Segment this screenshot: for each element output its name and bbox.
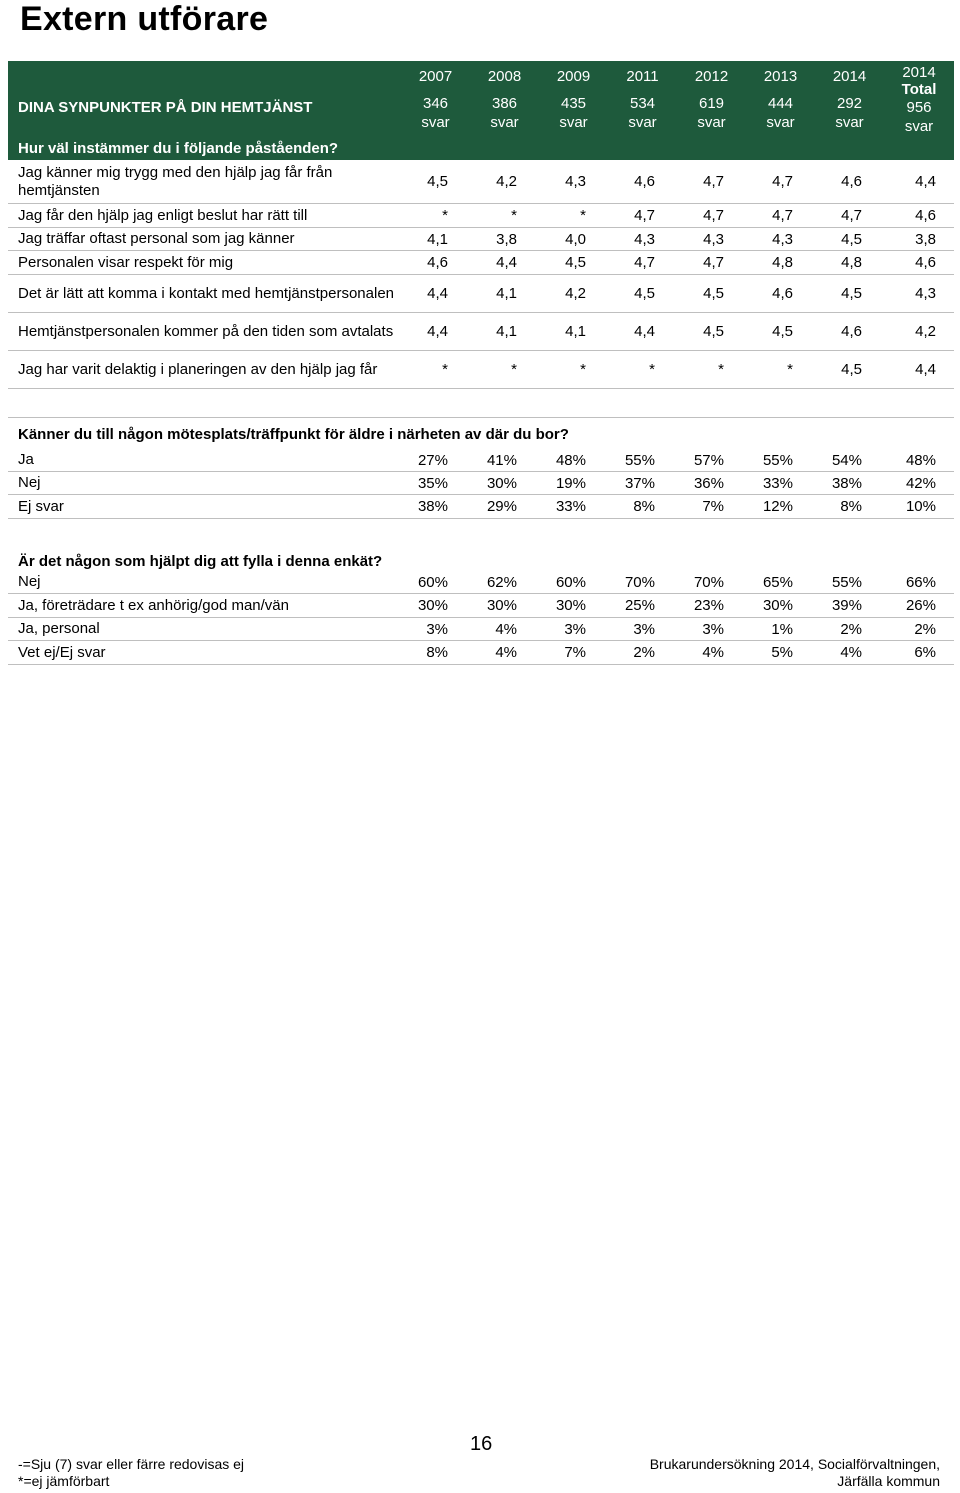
table-cell: 4,5 <box>634 285 655 302</box>
table-cell: 4,4 <box>915 361 936 378</box>
table-cell: 4,2 <box>496 173 517 190</box>
table-cell: 4% <box>495 620 517 638</box>
table-cell: 30% <box>486 474 517 492</box>
table-cell: 60% <box>555 573 586 591</box>
table-cell: 8% <box>633 498 655 515</box>
table-cell: 3,8 <box>496 230 517 248</box>
table-cell: 4,5 <box>772 323 793 340</box>
table-row <box>8 472 954 495</box>
table-cell: 4% <box>702 644 724 661</box>
table-cell: 48% <box>555 451 586 469</box>
table-cell: 4,5 <box>841 361 862 378</box>
table-row <box>8 594 954 618</box>
table-cell: 4,4 <box>634 323 655 340</box>
table-cell: 2% <box>633 644 655 661</box>
page-number: 16 <box>470 1433 493 1455</box>
table-cell: 3% <box>702 620 724 638</box>
table-cell: 2% <box>840 620 862 638</box>
table-cell: 30% <box>762 597 793 614</box>
column-header: 2013 444 svar <box>763 68 798 131</box>
table-row <box>8 275 954 313</box>
table-cell: 33% <box>555 498 586 515</box>
section-label: DINA SYNPUNKTER PÅ DIN HEMTJÄNST <box>18 98 313 116</box>
table-cell: 4,5 <box>703 285 724 302</box>
table-cell: 4,6 <box>634 173 655 190</box>
table-cell: 4,3 <box>565 173 586 190</box>
table-cell: 3% <box>633 620 655 638</box>
table-cell: 4,4 <box>496 254 517 271</box>
table-cell: 35% <box>417 474 448 492</box>
table-cell: * <box>580 207 586 224</box>
table-cell: 4,7 <box>703 173 724 190</box>
table-cell: 38% <box>417 498 448 515</box>
page-title: Extern utförare <box>20 0 269 38</box>
table-cell: 3% <box>564 620 586 638</box>
spacer <box>8 389 954 418</box>
table-cell: 65% <box>762 573 793 591</box>
table-cell: 25% <box>624 597 655 614</box>
table-cell: 4,5 <box>565 254 586 271</box>
table-cell: 39% <box>831 597 862 614</box>
table-cell: 4,7 <box>772 173 793 190</box>
column-header: 2009 435 svar <box>556 68 591 131</box>
row-label: Ja, personal <box>18 620 100 637</box>
table-cell: 4% <box>840 644 862 661</box>
question-heading: Känner du till någon mötesplats/träffpunkt för äldre i närheten av där du bor? <box>18 426 569 443</box>
footer-note: -=Sju (7) svar eller färre redovisas ej <box>18 1456 245 1472</box>
table-row <box>8 160 954 204</box>
table-row <box>8 351 954 389</box>
table-cell: 57% <box>693 451 724 469</box>
table-cell: 41% <box>486 451 517 469</box>
column-header: 2012 619 svar <box>694 68 729 131</box>
column-header: 2008 386 svar <box>487 68 522 131</box>
table-cell: 4,6 <box>427 254 448 271</box>
table-cell: 38% <box>831 474 862 492</box>
table-cell: 4,0 <box>565 230 586 248</box>
table-cell: 60% <box>417 573 448 591</box>
table-cell: 30% <box>486 597 517 614</box>
table-row <box>8 251 954 275</box>
table-cell: 4,3 <box>703 230 724 248</box>
table-cell: 36% <box>693 474 724 492</box>
table-cell: 1% <box>771 620 793 638</box>
section-heading: Hur väl instämmer du i följande påståenden? <box>8 138 954 160</box>
table-cell: 30% <box>555 597 586 614</box>
table-cell: 26% <box>905 597 936 614</box>
table-cell: 42% <box>905 474 936 492</box>
table-cell: 4,6 <box>915 254 936 271</box>
row-label: Vet ej/Ej svar <box>18 643 106 661</box>
table-cell: 33% <box>762 474 793 492</box>
footer-note: *=ej jämförbart <box>18 1473 110 1489</box>
footer-source: Järfälla kommun <box>837 1473 940 1489</box>
table-cell: 8% <box>426 644 448 661</box>
table-cell: 4,5 <box>841 230 862 248</box>
table-cell: * <box>649 361 655 378</box>
table-cell: 4,4 <box>427 323 448 340</box>
row-label: Ja, företrädare t ex anhörig/god man/vän <box>18 596 289 614</box>
table-cell: 3% <box>426 620 448 638</box>
table-row <box>8 313 954 351</box>
table-cell: 70% <box>693 573 724 591</box>
table-header <box>8 61 954 138</box>
table-row <box>8 495 954 519</box>
table-cell: 4,1 <box>496 285 517 302</box>
table-cell: 4,5 <box>427 173 448 190</box>
table-cell: 7% <box>702 498 724 515</box>
table-cell: 4,7 <box>703 207 724 224</box>
table-cell: 55% <box>762 451 793 469</box>
question-heading: Är det någon som hjälpt dig att fylla i denna enkät? <box>18 553 383 570</box>
table-cell: 66% <box>905 573 936 591</box>
table-row <box>8 641 954 665</box>
table-cell: 4,7 <box>772 207 793 224</box>
table-row <box>8 618 954 641</box>
table-cell: * <box>511 361 517 378</box>
table-cell: 6% <box>914 644 936 661</box>
table-row <box>8 449 954 472</box>
table-cell: 29% <box>486 498 517 515</box>
column-header: 2007 346 svar <box>418 68 453 131</box>
table-cell: 4% <box>495 644 517 661</box>
table-cell: 23% <box>693 597 724 614</box>
table-cell: 4,3 <box>915 285 936 302</box>
row-label: Nej <box>18 573 41 590</box>
table-cell: * <box>718 361 724 378</box>
table-cell: 4,1 <box>496 323 517 340</box>
table-cell: * <box>442 207 448 224</box>
table-cell: 3,8 <box>915 230 936 248</box>
table-cell: 27% <box>417 451 448 469</box>
table-cell: 4,5 <box>841 285 862 302</box>
table-cell: 2% <box>914 620 936 638</box>
table-cell: 4,1 <box>427 230 448 248</box>
table-cell: 4,2 <box>915 323 936 340</box>
table-cell: 4,7 <box>703 254 724 271</box>
table-cell: 4,3 <box>772 230 793 248</box>
table-cell: 4,3 <box>634 230 655 248</box>
table-cell: * <box>580 361 586 378</box>
results-table <box>8 61 954 665</box>
table-cell: 70% <box>624 573 655 591</box>
footer-source: Brukarundersökning 2014, Socialförvaltningen, <box>649 1456 940 1472</box>
table-cell: 10% <box>905 498 936 515</box>
table-cell: 19% <box>555 474 586 492</box>
column-header-total: 2014 Total 956 svar <box>901 63 937 135</box>
table-cell: 8% <box>840 498 862 515</box>
table-cell: 4,5 <box>703 323 724 340</box>
table-cell: 62% <box>486 573 517 591</box>
table-cell: 4,1 <box>565 323 586 340</box>
table-row <box>8 228 954 251</box>
table-cell: 30% <box>417 597 448 614</box>
row-label: Hemtjänstpersonalen kommer på den tiden som avtalats <box>18 322 394 340</box>
table-cell: 4,4 <box>915 173 936 190</box>
table-cell: 4,4 <box>427 285 448 302</box>
table-cell: 7% <box>564 644 586 661</box>
table-cell: 4,6 <box>915 207 936 224</box>
row-label: Jag känner mig trygg med den hjälp jag får från hemtjänsten <box>18 163 333 199</box>
table-cell: * <box>511 207 517 224</box>
table-cell: 4,7 <box>841 207 862 224</box>
table-cell: 4,7 <box>634 207 655 224</box>
table-cell: 55% <box>831 573 862 591</box>
table-cell: 12% <box>762 498 793 515</box>
table-cell: 4,8 <box>841 254 862 271</box>
row-label: Jag får den hjälp jag enligt beslut har rätt till <box>18 206 308 224</box>
table-cell: 4,2 <box>565 285 586 302</box>
row-label: Det är lätt att komma i kontakt med hemtjänstpersonalen <box>18 284 395 302</box>
table-row <box>8 571 954 594</box>
row-label: Ej svar <box>18 497 64 515</box>
table-cell: 4,6 <box>841 173 862 190</box>
table-cell: 48% <box>905 451 936 469</box>
row-label: Ja <box>18 451 34 468</box>
table-cell: 5% <box>771 644 793 661</box>
row-label: Jag har varit delaktig i planeringen av den hjälp jag får <box>18 360 378 378</box>
table-cell: * <box>442 361 448 378</box>
row-label: Nej <box>18 474 41 491</box>
column-header: 2011 534 svar <box>626 68 659 131</box>
table-row <box>8 204 954 228</box>
row-label: Jag träffar oftast personal som jag känner <box>18 230 295 247</box>
table-cell: * <box>787 361 793 378</box>
row-label: Personalen visar respekt för mig <box>18 253 234 271</box>
table-cell: 4,7 <box>634 254 655 271</box>
table-cell: 4,8 <box>772 254 793 271</box>
spacer <box>8 519 954 549</box>
table-cell: 37% <box>624 474 655 492</box>
table-cell: 55% <box>624 451 655 469</box>
column-header: 2014 292 svar <box>832 68 867 131</box>
table-cell: 54% <box>831 451 862 469</box>
table-cell: 4,6 <box>841 323 862 340</box>
table-cell: 4,6 <box>772 285 793 302</box>
